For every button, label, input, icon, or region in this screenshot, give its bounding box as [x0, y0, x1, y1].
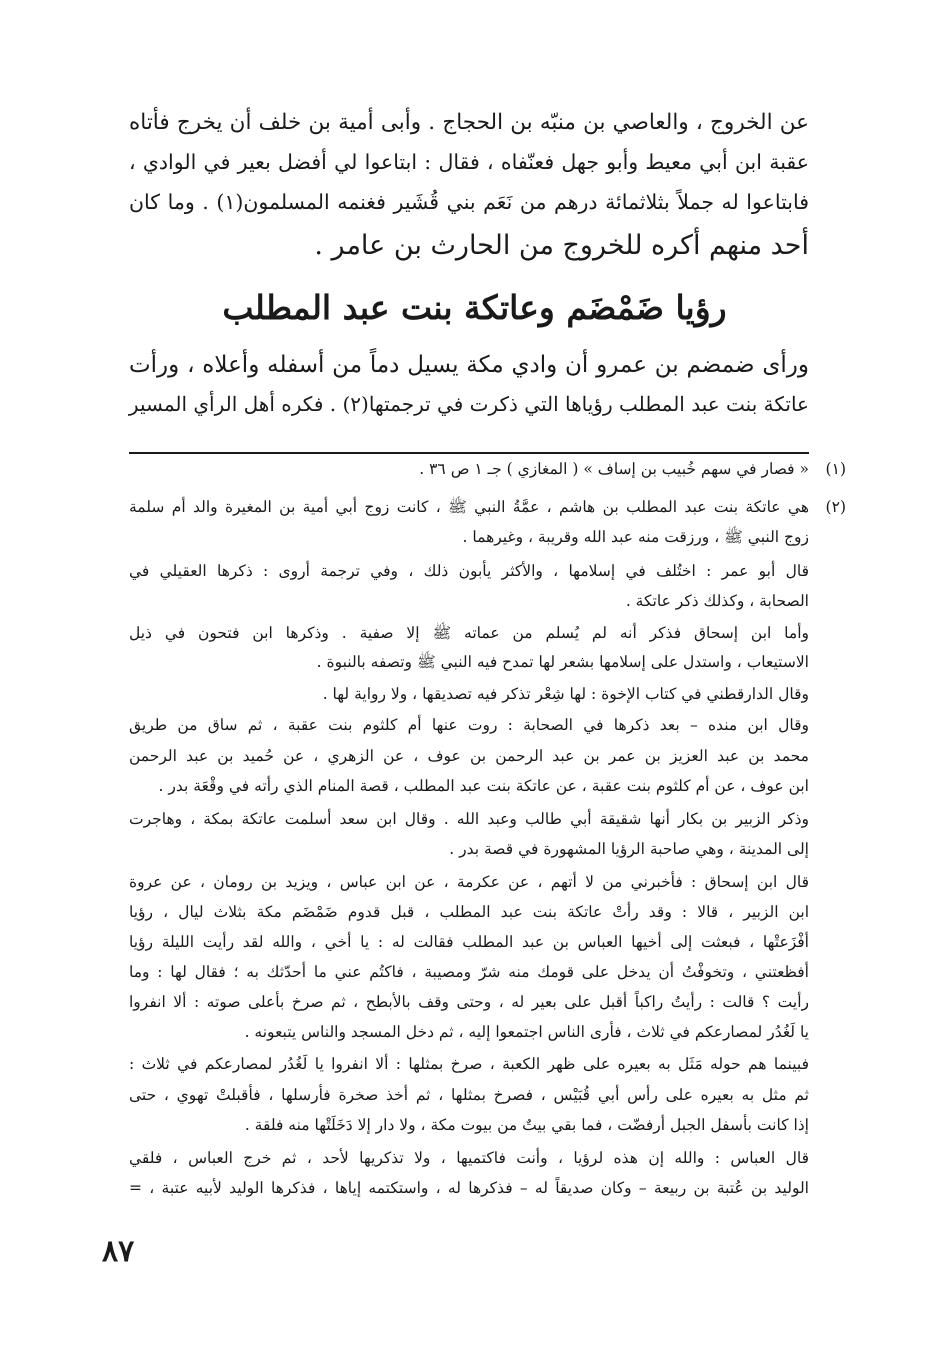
footnote-line: محمد بن عبد العزيز بن عمر بن عبد الرحمن بن عوف ، عن الزهري ، عن حُميد بن عبد الرحمن	[129, 747, 809, 765]
footnote-line: الوليد بن عُتبة بن ربيعة – وكان صديقاً له – فذكرها له ، واستكتمه إياها ، فذكرها الوليد لأبيه عتبة ، =	[129, 1179, 809, 1197]
footnote-number: (١)	[825, 460, 846, 478]
footnote-line: ابن الزبير ، قالا : وقد رأتْ عاتكة بنت عبد المطلب ، قبل قدوم ضَمْضَم مكة بثلاث ليال ، رؤيا	[129, 903, 809, 921]
page-number: ٨٧	[102, 1234, 135, 1269]
footnote-line: الاستيعاب ، واستدل على إسلامها بشعر لها تمدح فيه النبي ﷺ وتصفه بالنبوة .	[316, 653, 809, 671]
footnote-line: الصحابة ، وكذلك ذكر عاتكة .	[625, 592, 809, 610]
footnote-line: أفْزَعتْها ، فبعثت إلى أخيها العباس بن عبد المطلب فقالت له : يا أخي ، والله لقد رأيت الليلة رؤيا	[129, 933, 809, 951]
footnote-line: قال أبو عمر : اختُلف في إسلامها ، والأكثر يأبون ذلك ، وفي ترجمة أروى : ذكرها العقيلي في	[129, 562, 809, 580]
footnote-line: إلى المدينة ، وهي صاحبة الرؤيا المشهورة في قصة بدر .	[449, 840, 809, 858]
footnote-number: (٢)	[825, 498, 846, 516]
footnote-line: ثم مثل به بعيره على رأس أبي قُبَيْس ، فصرخ بمثلها ، ثم أخذ صخرة فأرسلها ، فأقبلتْ تهوي ، حتى	[129, 1086, 809, 1104]
footnote-line: قال ابن إسحاق : فأخبرني من لا أتهم ، عن عكرمة ، عن ابن عباس ، ويزيد بن رومان ، عن عروة	[129, 873, 809, 891]
section-line: ورأى ضمضم بن عمرو أن وادي مكة يسيل دماً من أسفله وأعلاه ، ورأت	[129, 352, 809, 378]
footnote-line: ابن عوف ، عن أم كلثوم بنت عقبة ، عن عاتكة بنت عبد المطلب ، قصة المنام الذي رأته في وقْعَة بدر .	[158, 777, 809, 795]
footnote-line: وذكر الزبير بن بكار أنها شقيقة أبي طالب وعبد الله . وقال ابن سعد أسلمت عاتكة بمكة ، وهاجرت	[129, 810, 809, 828]
body-line: عن الخروج ، والعاصي بن منبّه بن الحجاج . وأبى أمية بن خلف أن يخرج فأتاه	[129, 110, 809, 135]
footnote-line: وقال ابن منده – بعد ذكرها في الصحابة : روت عنها أم كلثوم بنت عقبة ، ثم ساق من طريق	[129, 716, 809, 734]
footnote-line: هي عاتكة بنت عبد المطلب بن هاشم ، عمَّةُ النبي ﷺ ، كانت زوج أبي أمية بن المغيرة والد أم سلمة	[129, 498, 809, 516]
footnote-line: أفظعتني ، وتخوفْتُ أن يدخل على قومك منه شرّ ومصيبة ، فاكتُم عني ما أحدّثك به ؛ فقال لها : وما	[129, 963, 809, 981]
footnote-line: « فصار في سهم خُبيب بن إساف » ( المغازي ) جـ ١ ص ٣٦ .	[419, 460, 809, 478]
footnote-line: وأما ابن إسحاق فذكر أنه لم يُسلم من عماته ﷺ إلا صفية . وذكرها ابن فتحون في ذيل	[129, 624, 809, 642]
body-line: أحد منهم أكره للخروج من الحارث بن عامر .	[314, 230, 809, 261]
footnote-line: قال العباس : والله إن هذه لرؤيا ، وأنت فاكتميها ، ولا تذكريها لأحد ، ثم خرج العباس ، فلقي	[129, 1149, 809, 1167]
footnote-line: رأيت ؟ قالت : رأيتُ راكباً أقبل على بعير له ، وحتى وقف بالأبطح ، ثم صرخ بأعلى صوته : ألا انفروا	[129, 993, 809, 1011]
footnote-line: وقال الدارقطني في كتاب الإخوة : لها شِعْر تذكر فيه تصديقها ، ولا رواية لها .	[322, 685, 809, 703]
section-line: عاتكة بنت عبد المطلب رؤياها التي ذكرت في ترجمتها(٢) . فكره أهل الرأي المسير	[128, 392, 809, 416]
body-line: فابتاعوا له جملاً بثلاثمائة درهم من نَعَم بني قُشَير فغنمه المسلمون(١) . وما كان	[129, 190, 810, 214]
footnote-divider	[129, 452, 809, 454]
footnote-line: إذا كانت بأسفل الجبل أرفضّت ، فما بقي بيتٌ من بيوت مكة ، ولا دار إلا دَخَلَتْها منه فلقة .	[244, 1116, 809, 1134]
footnote-line: فبينما هم حوله مَثَل به بعيره على ظهر الكعبة ، صرخ بمثلها : ألا انفروا يا لَغُدُر لمصارعكم في ثلاث :	[129, 1055, 809, 1073]
section-heading: رؤيا ضَمْضَم وعاتكة بنت عبد المطلب	[222, 288, 727, 327]
footnote-line: زوج النبي ﷺ ، ورزقت منه عبد الله وقريبة ، وغيرهما .	[462, 528, 809, 546]
footnote-line: يا لَغُدُر لمصارعكم في ثلاث ، فأرى الناس اجتمعوا إليه ، ثم دخل المسجد والناس يتبعونه .	[244, 1023, 809, 1041]
body-line: عقبة ابن أبي معيط وأبو جهل فعنّفاه ، فقال : ابتاعوا لي أفضل بعير في الوادي ،	[129, 150, 809, 174]
